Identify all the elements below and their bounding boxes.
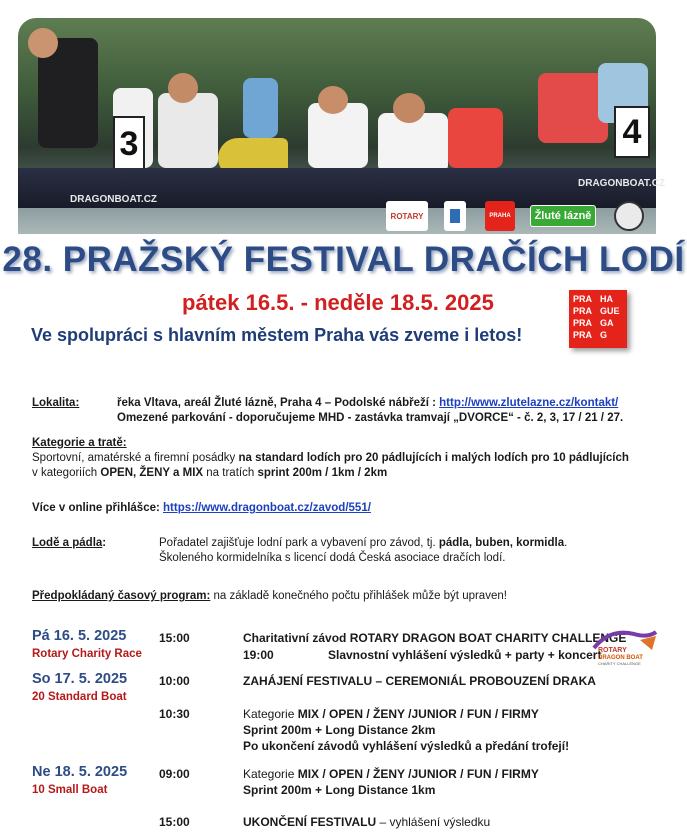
day1-event1: Charitativní závod ROTARY DRAGON BOAT CHARITY CHALLENGE	[243, 631, 627, 645]
day1-subtitle: Rotary Charity Race	[32, 648, 142, 660]
lode-label: Lodě a pádla:	[32, 537, 107, 549]
day3-event1: Kategorie MIX / OPEN / ŽENY /JUNIOR / FUN / FIRMY	[243, 767, 539, 781]
program-line: Předpokládaný časový program: na základě konečného počtu přihlášek může být upraven!	[32, 590, 507, 602]
day2-event3: Sprint 200m + Long Distance 2km	[243, 723, 436, 737]
day2-event4: Po ukončení závodů vyhlášení výsledků a předání trofejí!	[243, 739, 570, 753]
zlutelazne-link[interactable]: http://www.zlutelazne.cz/kontakt/	[439, 397, 619, 409]
zlute-lazne-logo: Žluté lázně	[530, 205, 596, 227]
kategorie-line1: Sportovní, amatérské a firemní posádky na standard lodích pro 20 pádlujících i malých lodích pro 10 pádlujících	[32, 452, 629, 464]
kategorie-line2: v kategoriích OPEN, ŽENY a MIX na tratích sprint 200m / 1km / 2km	[32, 467, 388, 479]
day3-event3: UKONČENÍ FESTIVALU – vyhlášení výsledku	[243, 815, 491, 829]
boat-number-plate: 4	[614, 106, 650, 158]
day2-event2: Kategorie MIX / OPEN / ŽENY /JUNIOR / FUN / FIRMY	[243, 707, 539, 721]
online-line: Více v online přihlášce: https://www.dragonboat.cz/zavod/551/	[32, 502, 371, 514]
day3-event2: Sprint 200m + Long Distance 1km	[243, 783, 436, 797]
dragon-emblem-logo	[614, 201, 644, 231]
day1-event2: Slavnostní vyhlášení výsledků + party + koncert	[328, 648, 602, 662]
day2-subtitle: 20 Standard Boat	[32, 691, 127, 703]
partner-logo	[444, 201, 466, 231]
svg-text:CHARITY CHALLENGE: CHARITY CHALLENGE	[598, 661, 641, 666]
day3-time3: 15:00	[159, 815, 190, 829]
day1-date: Pá 16. 5. 2025	[32, 628, 127, 644]
rotary-sponsor-logo: ROTARY	[386, 201, 428, 231]
lode-line2: Školeného kormidelníka s licencí dodá Česká asociace dračích lodí.	[159, 552, 506, 564]
day2-time1: 10:00	[159, 674, 190, 688]
hero-photo	[18, 18, 666, 234]
kategorie-label: Kategorie a tratě:	[32, 437, 127, 449]
festival-dates: pátek 16.5. - neděle 18.5. 2025	[182, 290, 494, 315]
hull-text: DRAGONBOAT.CZ	[578, 178, 666, 189]
day2-time2: 10:30	[159, 707, 190, 721]
hull-text: DRAGONBOAT.CZ	[70, 194, 158, 205]
lokalita-line2: Omezené parkování - doporučujeme MHD - zastávka tramvají „DVORCE“ - č. 2, 3, 17 / 21 / 27.	[117, 412, 624, 424]
invite-text: Ve spolupráci s hlavním městem Praha vás zveme i letos!	[31, 325, 523, 345]
day2-event1: ZAHÁJENÍ FESTIVALU – CEREMONIÁL PROBOUZENÍ DRAKA	[243, 674, 596, 688]
rotary-dragon-boat-logo	[590, 626, 660, 668]
page-title: 28. PRAŽSKÝ FESTIVAL DRAČÍCH LODÍ	[2, 240, 685, 279]
praha-logo: PRA HA PRA GUE PRA GA PRA G	[569, 290, 627, 348]
day1-time1: 15:00	[159, 631, 190, 645]
svg-text:DRAGON BOAT: DRAGON BOAT	[598, 655, 643, 661]
day3-subtitle: 10 Small Boat	[32, 784, 108, 796]
svg-text:ROTARY: ROTARY	[598, 647, 627, 654]
lode-line1: Pořadatel zajišťuje lodní park a vybavení pro závod, tj. pádla, buben, kormidla.	[159, 537, 568, 549]
day3-time1: 09:00	[159, 767, 190, 781]
praha-sponsor-logo: PRAHA	[485, 201, 515, 231]
dragonboat-link[interactable]: https://www.dragonboat.cz/zavod/551/	[163, 502, 371, 514]
day1-time2: 19:00	[243, 648, 274, 662]
lokalita-label: Lokalita:	[32, 397, 80, 409]
day3-date: Ne 18. 5. 2025	[32, 764, 128, 780]
lokalita-line1: řeka Vltava, areál Žluté lázně, Praha 4 – Podolské nábřeží : http://www.zlutelazne.cz/kontakt/	[117, 397, 619, 409]
boat-number-plate: 3	[113, 116, 145, 172]
day2-date: So 17. 5. 2025	[32, 671, 128, 687]
